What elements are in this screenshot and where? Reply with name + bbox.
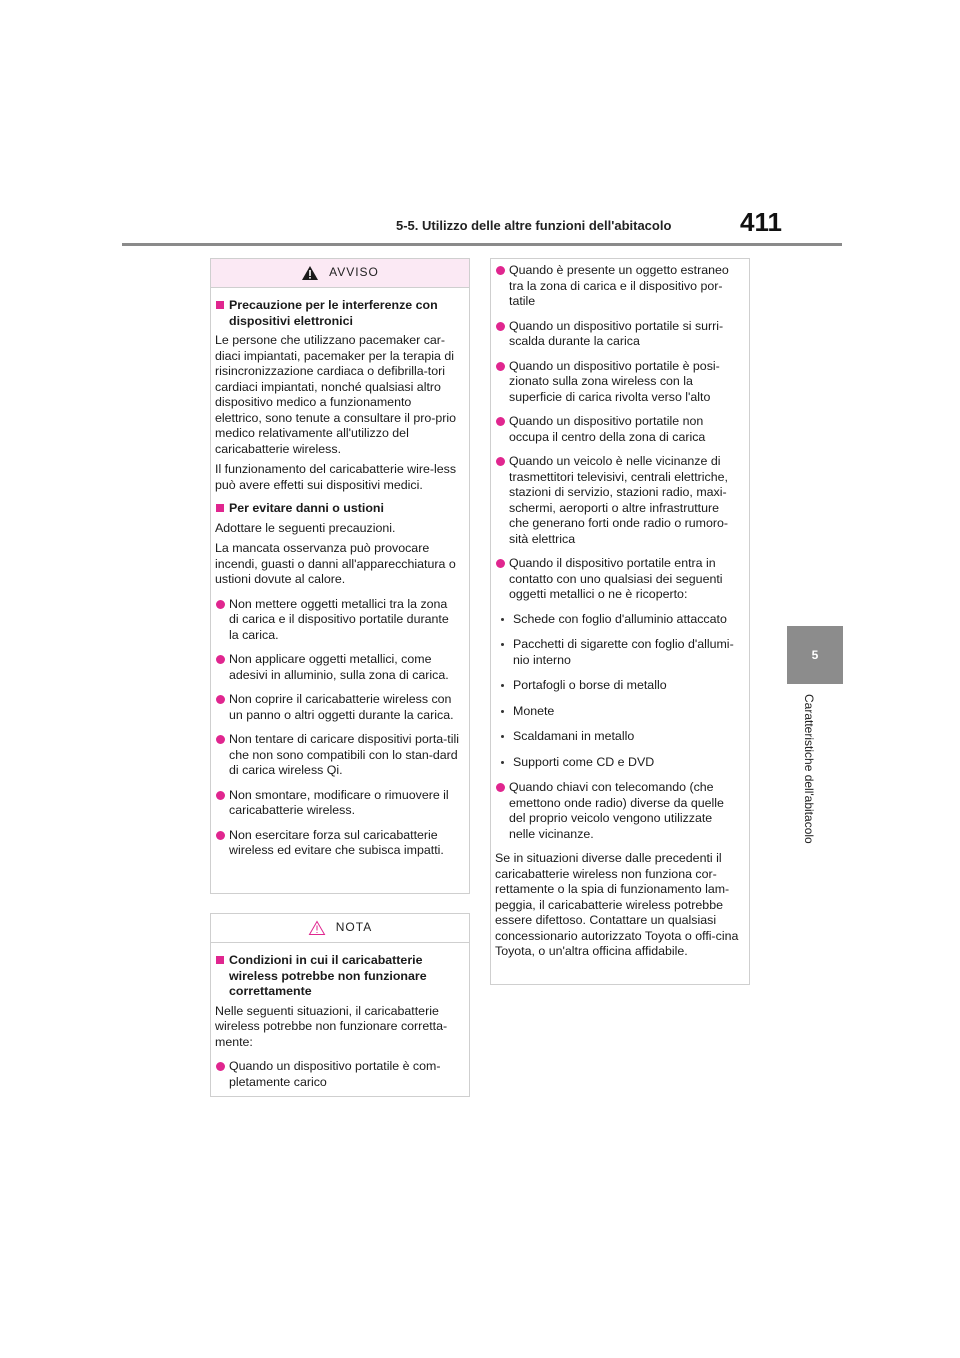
avviso-heading: AVVISO (329, 265, 379, 280)
avviso-section-2-title: Per evitare danni o ustioni (215, 501, 460, 517)
sub-list-item: Monete (499, 704, 740, 720)
avviso-box (210, 258, 470, 894)
nota-heading: NOTA (335, 920, 373, 935)
closing-para: Se in situazioni diverse dalle precedenti il caricabatterie wireless non funziona cor-rettamente o la spia di funzionamento lam-peggia, il caricabatterie wireless potrebbe essere difettoso. Contattare un qualsiasi concessionario autorizzato Toyota o offi-cina Toyota, o un'altra officina affidabile. (495, 851, 739, 958)
chapter-label: Caratteristiche dell'abitacolo (802, 694, 816, 844)
bullet-dot-icon (216, 831, 225, 840)
avviso-para: Il funzionamento del caricabatterie wire-less può avere effetti sui dispositivi medici. (215, 462, 457, 492)
list-item: Non coprire il caricabatterie wireless con un panno o altri oggetti durante la carica. (215, 692, 460, 723)
chapter-number: 5 (811, 648, 819, 662)
list-item: Quando chiavi con telecomando (che emettono onde radio) diverse da quelle del proprio veicolo vengono utilizzate nelle vicinanze. (495, 780, 740, 842)
sub-list-item: Scaldamani in metallo (499, 729, 740, 745)
small-dot-icon (501, 735, 504, 738)
bullet-dot-icon (496, 783, 505, 792)
list-item: Quando un dispositivo portatile si surri-scalda durante la carica (495, 319, 740, 350)
section-title: 5-5. Utilizzo delle altre funzioni dell'abitacolo (396, 218, 672, 233)
sub-list-item: Supporti come CD e DVD (499, 755, 740, 771)
list-item: Quando un dispositivo portatile non occupa il centro della zona di carica (495, 414, 740, 445)
list-item: Non applicare oggetti metallici, come adesivi in alluminio, sulla zona di carica. (215, 652, 460, 683)
bullet-dot-icon (216, 791, 225, 800)
sub-list-item: Portafogli o borse di metallo (499, 678, 740, 694)
bullet-dot-icon (496, 362, 505, 371)
header-divider (122, 243, 842, 246)
list-item: Non tentare di caricare dispositivi porta-tili che non sono compatibili con lo stan-dard di carica wireless Qi. (215, 732, 460, 779)
square-bullet-icon (216, 301, 224, 309)
list-item: Quando è presente un oggetto estraneo tra la zona di carica e il dispositivo por-tatile (495, 263, 740, 310)
list-item: Non smontare, modificare o rimuovere il caricabatterie wireless. (215, 788, 460, 819)
small-dot-icon (501, 761, 504, 764)
square-bullet-icon (216, 956, 224, 964)
list-item: Non mettere oggetti metallici tra la zona di carica e il dispositivo portatile durante la carica. (215, 597, 460, 644)
bullet-dot-icon (496, 457, 505, 466)
small-dot-icon (501, 710, 504, 713)
bullet-dot-icon (216, 655, 225, 664)
bullet-dot-icon (496, 322, 505, 331)
nota-para: Nelle seguenti situazioni, il caricabatterie wireless potrebbe non funzionare corretta-mente: (215, 1003, 448, 1049)
caution-outline-icon (308, 920, 326, 936)
bullet-dot-icon (216, 735, 225, 744)
avviso-para: La mancata osservanza può provocare incendi, guasti o danni all'apparecchiatura o ustioni dovute al calore. (215, 541, 456, 586)
list-item: Quando un dispositivo portatile è com-pletamente carico (215, 1059, 460, 1090)
square-bullet-icon (216, 504, 224, 512)
bullet-dot-icon (216, 695, 225, 704)
warning-icon (301, 265, 319, 281)
bullet-dot-icon (496, 417, 505, 426)
sub-list-item: Pacchetti di sigarette con foglio d'allumi-nio interno (499, 637, 740, 668)
chapter-tab[interactable] (787, 626, 843, 684)
small-dot-icon (501, 684, 504, 687)
list-item: Quando un veicolo è nelle vicinanze di trasmettitori televisivi, centrali elettriche, stazioni di servizio, stazioni radio, maxi-schermi, aeroporti o altre infrastrutture che generano forti onde radio o rumoro-sità elettrica (495, 454, 740, 547)
nota-section-title: Condizioni in cui il caricabatterie wireless potrebbe non funzionare correttamente (215, 953, 460, 1000)
list-item: Quando un dispositivo portatile è posi-zionato sulla zona wireless con la superficie di carica rivolta verso l'alto (495, 359, 740, 406)
page-number: 411 (740, 207, 782, 237)
avviso-para: Le persone che utilizzano pacemaker car-diaci impiantati, pacemaker per la terapia di risincronizzazione cardiaca o defibrilla-tori cardiaci impiantati, nonché qualsiasi altro dispositivo medico a funzionamento elettrico, sono tenute a consultare il pro-prio medico relativamente all'utilizzo del caricabatterie wireless. (215, 333, 457, 456)
list-item: Non esercitare forza sul caricabatterie wireless ed evitare che subisca impatti. (215, 828, 460, 859)
bullet-dot-icon (216, 1062, 225, 1071)
nota-box (210, 913, 470, 1097)
sub-list-item: Schede con foglio d'alluminio attaccato (499, 612, 740, 628)
nota-header (211, 914, 469, 943)
list-item: Quando il dispositivo portatile entra in contatto con uno qualsiasi dei seguenti oggetti metallici o ne è ricoperto: (495, 556, 740, 603)
small-dot-icon (501, 643, 504, 646)
avviso-para: Adottare le seguenti precauzioni. (215, 520, 396, 535)
bullet-dot-icon (496, 266, 505, 275)
nota-continuation-box (490, 258, 750, 985)
bullet-dot-icon (216, 600, 225, 609)
avviso-section-1-title: Precauzione per le interferenze con dispositivi elettronici (215, 298, 460, 329)
small-dot-icon (501, 618, 504, 621)
bullet-dot-icon (496, 559, 505, 568)
avviso-header (211, 259, 469, 288)
